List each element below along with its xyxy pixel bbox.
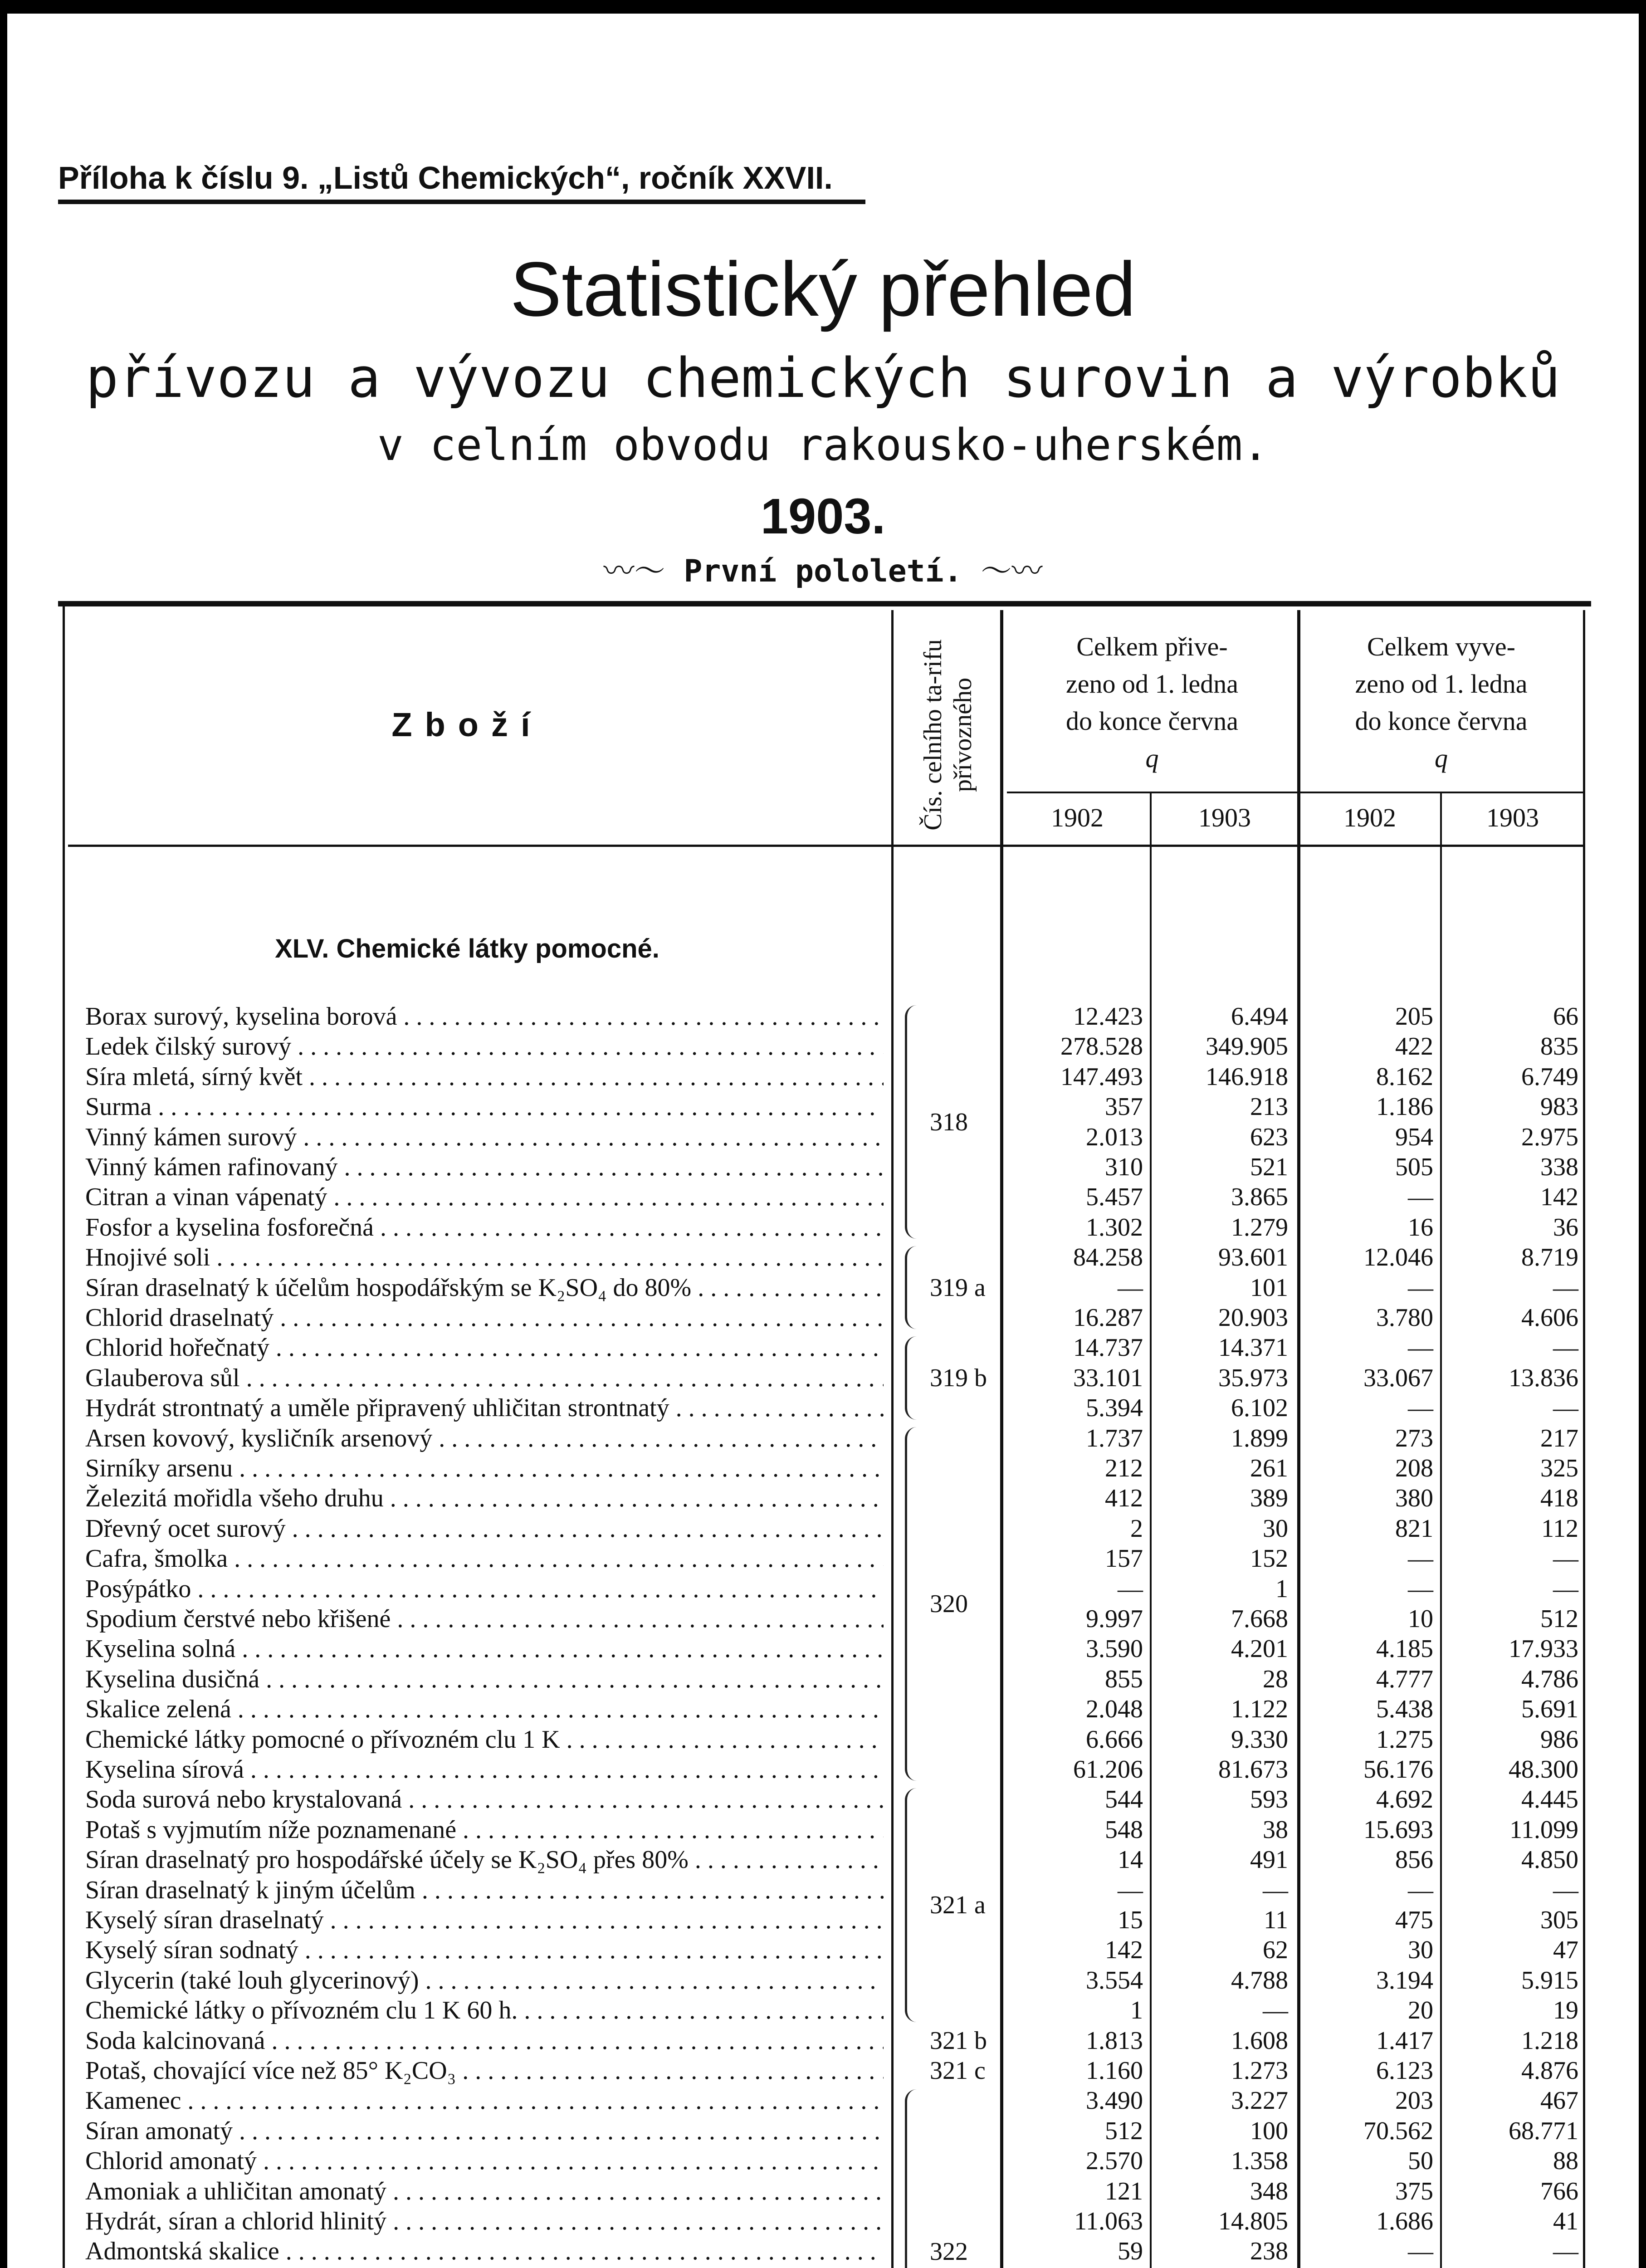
import-1902-cell: 310 bbox=[1105, 1153, 1143, 1181]
table-row bbox=[0, 1815, 1646, 1845]
import-1902-cell: 59 bbox=[1118, 2237, 1143, 2266]
import-1902-cell: 1.737 bbox=[1086, 1424, 1143, 1452]
import-1903-cell: 238 bbox=[1250, 2237, 1288, 2266]
export-1903-cell: 8.719 bbox=[1521, 1243, 1578, 1272]
tariff-header bbox=[889, 617, 1007, 853]
table-row bbox=[0, 2146, 1646, 2176]
export-1902-cell: — bbox=[1408, 1876, 1433, 1904]
import-1903-cell: 1.273 bbox=[1231, 2057, 1288, 2085]
goods-name-cell: Fosfor a kyselina fosforečná . . . bbox=[85, 1212, 884, 1242]
journal-header: Příloha k číslu 9. „Listů Chemických“, ročník XXVII. bbox=[58, 160, 833, 196]
export-1903-cell: 467 bbox=[1540, 2087, 1578, 2115]
export-1903-cell: 11.099 bbox=[1509, 1815, 1578, 1844]
export-1903-cell: 6.749 bbox=[1521, 1062, 1578, 1091]
table-row bbox=[0, 1725, 1646, 1755]
import-1902-cell: 84.258 bbox=[1073, 1243, 1143, 1272]
import-1903-cell: 152 bbox=[1250, 1545, 1288, 1573]
import-1902-cell: 6.666 bbox=[1086, 1725, 1143, 1754]
import-1903-cell: 101 bbox=[1250, 1273, 1288, 1302]
export-1903-cell: 142 bbox=[1540, 1183, 1578, 1212]
goods-name-cell: Posýpátko . . . bbox=[85, 1574, 884, 1604]
import-1903-cell: 81.673 bbox=[1218, 1755, 1288, 1784]
goods-name-cell: Chlorid amonatý . . . bbox=[85, 2146, 884, 2176]
tariff-number: 320 bbox=[930, 1590, 968, 1618]
export-1902-cell: 4.692 bbox=[1376, 1785, 1433, 1814]
export-1903-cell: 68.771 bbox=[1509, 2116, 1578, 2145]
goods-name-cell: Hnojivé soli . . . bbox=[85, 1242, 884, 1272]
import-1903-cell: 1.279 bbox=[1231, 1213, 1288, 1242]
export-1903-cell: 4.786 bbox=[1521, 1665, 1578, 1693]
table-row bbox=[0, 1423, 1646, 1453]
import-1902-cell: 11.063 bbox=[1074, 2207, 1143, 2235]
export-1902-cell: 475 bbox=[1395, 1906, 1433, 1934]
goods-name-cell: Glauberova sůl . . . bbox=[85, 1363, 884, 1393]
import-1902-cell: 548 bbox=[1105, 1815, 1143, 1844]
goods-name-cell: Chlorid draselnatý . . . bbox=[85, 1303, 884, 1333]
export-1902-cell: 1.186 bbox=[1376, 1093, 1433, 1121]
export-1902-cell: 3.194 bbox=[1376, 1966, 1433, 1994]
goods-name-cell: Sirníky arsenu . . . bbox=[85, 1453, 884, 1483]
import-1903-cell: 4.788 bbox=[1231, 1966, 1288, 1994]
import-1903-cell: 93.601 bbox=[1218, 1243, 1288, 1272]
import-1902-cell: 147.493 bbox=[1060, 1062, 1143, 1091]
import-1902-cell: 15 bbox=[1118, 1906, 1143, 1934]
tariff-number: 322 bbox=[930, 2237, 968, 2266]
export-1903-cell: 36 bbox=[1553, 1213, 1578, 1242]
tariff-brace bbox=[905, 1788, 921, 2022]
goods-name-cell: Síran amonatý . . . bbox=[85, 2116, 884, 2146]
scan-edge-top bbox=[0, 0, 1646, 14]
export-1902-cell: 12.046 bbox=[1363, 1243, 1433, 1272]
goods-name-cell: Amoniak a uhličitan amonatý . . . bbox=[85, 2176, 884, 2206]
import-1903-cell: 7.668 bbox=[1231, 1605, 1288, 1633]
export-1902-cell: — bbox=[1408, 1183, 1433, 1212]
export-1902-cell: 15.693 bbox=[1363, 1815, 1433, 1844]
import-1903-cell: 213 bbox=[1250, 1093, 1288, 1121]
goods-name-cell: Kyselina sírová . . . bbox=[85, 1755, 884, 1784]
export-1903-cell: 4.850 bbox=[1521, 1846, 1578, 1874]
import-1903-cell: 593 bbox=[1250, 1785, 1288, 1814]
import-1902-cell: — bbox=[1118, 1574, 1143, 1603]
export-1903-cell: 4.876 bbox=[1521, 2057, 1578, 2085]
import-1903-cell: 623 bbox=[1250, 1123, 1288, 1151]
export-1903-cell: — bbox=[1553, 1273, 1578, 1302]
period-line bbox=[0, 547, 1646, 591]
import-1902-cell: 121 bbox=[1105, 2177, 1143, 2205]
goods-name-cell: Hydrát, síran a chlorid hlinitý . . . bbox=[85, 2206, 884, 2236]
page-title: Statistický přehled bbox=[510, 246, 1136, 332]
import-1903-cell: 348 bbox=[1250, 2177, 1288, 2205]
export-1902-cell: — bbox=[1408, 1273, 1433, 1302]
export-unit: q bbox=[1435, 743, 1448, 773]
export-1903-cell: 338 bbox=[1540, 1153, 1578, 1181]
import-1902-cell: 33.101 bbox=[1073, 1364, 1143, 1392]
export-1903-cell: 2.975 bbox=[1521, 1123, 1578, 1151]
export-1903-cell: 418 bbox=[1540, 1484, 1578, 1513]
goods-name-cell: Cafra, šmolka . . . bbox=[85, 1544, 884, 1574]
import-1903-cell: 6.102 bbox=[1231, 1394, 1288, 1422]
table-row bbox=[0, 1152, 1646, 1182]
table-row bbox=[0, 1694, 1646, 1724]
goods-name-cell: Soda kalcinovaná . . . bbox=[85, 2026, 884, 2056]
import-1903-cell: 6.494 bbox=[1231, 1002, 1288, 1031]
export-1902-cell: — bbox=[1408, 1394, 1433, 1422]
page-subtitle: přívozu a vývozu chemických surovin a výrobků bbox=[85, 347, 1561, 410]
tariff-number: 319 a bbox=[930, 1273, 986, 1302]
export-1903-cell: 88 bbox=[1553, 2147, 1578, 2175]
import-1902-cell: 2.013 bbox=[1086, 1123, 1143, 1151]
import-1903-cell: — bbox=[1263, 1996, 1288, 2025]
import-1902-cell: 544 bbox=[1105, 1785, 1143, 1814]
export-header-line: Celkem vyve- bbox=[1367, 632, 1515, 661]
table-row bbox=[0, 1002, 1646, 1031]
table-row bbox=[0, 1604, 1646, 1634]
table-row bbox=[0, 2026, 1646, 2056]
import-unit: q bbox=[1145, 743, 1159, 773]
tariff-number: 321 c bbox=[930, 2057, 986, 2085]
export-1902-cell: 1.417 bbox=[1376, 2026, 1433, 2055]
table-top-rule bbox=[58, 601, 1591, 606]
table-row bbox=[0, 2176, 1646, 2206]
table-row bbox=[0, 1965, 1646, 1995]
export-header-line: zeno od 1. ledna bbox=[1355, 669, 1528, 699]
goods-name-cell: Síran draselnatý k jiným účelům . . . bbox=[85, 1875, 884, 1905]
tariff-brace bbox=[905, 1246, 921, 1329]
export-1903-cell: 983 bbox=[1540, 1093, 1578, 1121]
table-row bbox=[0, 1212, 1646, 1242]
section-title: XLV. Chemické látky pomocné. bbox=[275, 934, 659, 963]
export-1902-cell: 1.686 bbox=[1376, 2207, 1433, 2235]
export-header-line: do konce června bbox=[1355, 706, 1528, 736]
export-1902-cell: 6.123 bbox=[1376, 2057, 1433, 2085]
table-row bbox=[0, 1755, 1646, 1784]
export-1902-cell: 3.780 bbox=[1376, 1304, 1433, 1332]
table-row bbox=[0, 1514, 1646, 1544]
import-1902-cell: 1.813 bbox=[1086, 2026, 1143, 2055]
export-1902-cell: 856 bbox=[1395, 1846, 1433, 1874]
export-1902-cell: 5.438 bbox=[1376, 1695, 1433, 1724]
goods-name-cell: Citran a vinan vápenatý . . . bbox=[85, 1182, 884, 1212]
import-1903-cell: 3.865 bbox=[1231, 1183, 1288, 1212]
table-row bbox=[0, 1303, 1646, 1333]
goods-header: Zboží bbox=[391, 706, 543, 743]
goods-name-cell: Ledek čilský surový . . . bbox=[85, 1031, 884, 1061]
import-1903-cell: 491 bbox=[1250, 1846, 1288, 1874]
goods-name-cell: Hydrát strontnatý a uměle připravený uhličitan strontnatý . . . bbox=[85, 1393, 884, 1423]
import-1902-cell: 3.554 bbox=[1086, 1966, 1143, 1994]
import-1902-cell: 855 bbox=[1105, 1665, 1143, 1693]
export-1902-cell: 273 bbox=[1395, 1424, 1433, 1452]
year-rule bbox=[1007, 792, 1583, 793]
export-1903-cell: 4.606 bbox=[1521, 1304, 1578, 1332]
table-row bbox=[0, 2236, 1646, 2266]
import-1902-cell: 12.423 bbox=[1073, 1002, 1143, 1031]
export-1902-cell: 50 bbox=[1408, 2147, 1433, 2175]
import-1902-cell: 357 bbox=[1105, 1093, 1143, 1121]
goods-name-cell: Vinný kámen rafinovaný . . . bbox=[85, 1152, 884, 1182]
goods-name-cell: Borax surový, kyselina borová . . . bbox=[85, 1002, 884, 1031]
import-1902-cell: 412 bbox=[1105, 1484, 1143, 1513]
tariff-number: 319 b bbox=[930, 1364, 987, 1392]
import-1902-cell: 142 bbox=[1105, 1936, 1143, 1965]
export-1902-cell: 203 bbox=[1395, 2087, 1433, 2115]
import-1902-cell: 512 bbox=[1105, 2116, 1143, 2145]
table-header-rule bbox=[68, 845, 1583, 847]
import-1903-cell: 1.608 bbox=[1231, 2026, 1288, 2055]
goods-name-cell: Glycerin (také louh glycerinový) . . . bbox=[85, 1965, 884, 1995]
export-1902-cell: 8.162 bbox=[1376, 1062, 1433, 1091]
export-1902-cell: 422 bbox=[1395, 1032, 1433, 1061]
table-row bbox=[0, 1453, 1646, 1483]
export-1903-cell: 5.691 bbox=[1521, 1695, 1578, 1724]
table-row bbox=[0, 1273, 1646, 1303]
import-header-line: zeno od 1. ledna bbox=[1065, 669, 1239, 699]
export-1902-cell: 505 bbox=[1395, 1153, 1433, 1181]
export-1902-cell: 208 bbox=[1395, 1454, 1433, 1482]
import-1903-cell: 261 bbox=[1250, 1454, 1288, 1482]
year-header-import-1902: 1902 bbox=[1051, 803, 1104, 832]
export-1902-cell: 30 bbox=[1408, 1936, 1433, 1965]
table-row bbox=[0, 1664, 1646, 1694]
export-1902-cell: — bbox=[1408, 1545, 1433, 1573]
import-1903-cell: 28 bbox=[1263, 1665, 1288, 1693]
goods-name-cell: Vinný kámen surový . . . bbox=[85, 1122, 884, 1152]
table-row bbox=[0, 1393, 1646, 1423]
ornament-left-icon: 〰︎〜 bbox=[603, 553, 684, 589]
table-row bbox=[0, 2086, 1646, 2116]
goods-name-cell: Chemické látky o přívozném clu 1 K 60 h. . . . bbox=[85, 1995, 884, 2025]
export-1902-cell: — bbox=[1408, 1334, 1433, 1362]
table-row bbox=[0, 1574, 1646, 1604]
table-row bbox=[0, 1182, 1646, 1212]
import-1903-cell: 389 bbox=[1250, 1484, 1288, 1513]
header-underline bbox=[58, 200, 865, 204]
export-1903-cell: 1.218 bbox=[1521, 2026, 1578, 2055]
export-1903-cell: 4.445 bbox=[1521, 1785, 1578, 1814]
import-1903-cell: 62 bbox=[1263, 1936, 1288, 1965]
import-1903-cell: 20.903 bbox=[1218, 1304, 1288, 1332]
export-1902-cell: 20 bbox=[1408, 1996, 1433, 2025]
import-1902-cell: 3.590 bbox=[1086, 1635, 1143, 1663]
import-1903-cell: 14.371 bbox=[1218, 1334, 1288, 1362]
export-1903-cell: 305 bbox=[1540, 1906, 1578, 1934]
table-row bbox=[0, 1935, 1646, 1965]
import-header-line: Celkem přive- bbox=[1076, 632, 1228, 661]
import-1902-cell: 2.048 bbox=[1086, 1695, 1143, 1724]
import-1902-cell: 14.737 bbox=[1073, 1334, 1143, 1362]
table-row bbox=[0, 1634, 1646, 1664]
table-row bbox=[0, 2206, 1646, 2236]
export-1903-cell: — bbox=[1553, 1334, 1578, 1362]
import-1903-cell: 30 bbox=[1263, 1514, 1288, 1543]
goods-name-cell: Síra mletá, sírný květ . . . bbox=[85, 1062, 884, 1092]
import-1902-cell: 278.528 bbox=[1060, 1032, 1143, 1061]
goods-name-cell: Potaš s vyjmutím níže poznamenané . . . bbox=[85, 1815, 884, 1845]
export-1903-cell: — bbox=[1553, 1545, 1578, 1573]
tariff-brace bbox=[905, 1427, 921, 1781]
export-1903-cell: 986 bbox=[1540, 1725, 1578, 1754]
import-1902-cell: 9.997 bbox=[1086, 1605, 1143, 1633]
export-1903-cell: — bbox=[1553, 2237, 1578, 2266]
table-row bbox=[0, 1905, 1646, 1935]
table-row bbox=[0, 1544, 1646, 1574]
export-1902-cell: 821 bbox=[1395, 1514, 1433, 1543]
export-1902-cell: 70.562 bbox=[1363, 2116, 1433, 2145]
table-row bbox=[0, 1845, 1646, 1875]
goods-name-cell: Spodium čerstvé nebo křišené . . . bbox=[85, 1604, 884, 1634]
import-header-line: do konce června bbox=[1065, 706, 1239, 736]
import-1903-cell: 4.201 bbox=[1231, 1635, 1288, 1663]
export-1903-cell: — bbox=[1553, 1876, 1578, 1904]
import-1902-cell: 2 bbox=[1130, 1514, 1143, 1543]
goods-name-cell: Kyselý síran sodnatý . . . bbox=[85, 1935, 884, 1965]
export-1902-cell: — bbox=[1408, 2237, 1433, 2266]
export-1903-cell: 835 bbox=[1540, 1032, 1578, 1061]
tariff-brace bbox=[905, 1005, 921, 1239]
tariff-number: 321 b bbox=[930, 2026, 987, 2055]
goods-name-cell: Admontská skalice . . . bbox=[85, 2236, 884, 2266]
import-1903-cell: 35.973 bbox=[1218, 1364, 1288, 1392]
export-1902-cell: 4.185 bbox=[1376, 1635, 1433, 1663]
import-1902-cell: 5.394 bbox=[1086, 1394, 1143, 1422]
goods-name-cell: Kyselina solná . . . bbox=[85, 1634, 884, 1664]
export-1902-cell: 33.067 bbox=[1363, 1364, 1433, 1392]
import-1903-cell: 521 bbox=[1250, 1153, 1288, 1181]
table-row bbox=[0, 1092, 1646, 1122]
export-1902-cell: 56.176 bbox=[1363, 1755, 1433, 1784]
import-1902-cell: 2.570 bbox=[1086, 2147, 1143, 2175]
export-1902-cell: 205 bbox=[1395, 1002, 1433, 1031]
export-1903-cell: 5.915 bbox=[1521, 1966, 1578, 1994]
export-1902-cell: — bbox=[1408, 1574, 1433, 1603]
import-header bbox=[1007, 628, 1297, 777]
table-row bbox=[0, 1122, 1646, 1152]
goods-name-cell: Arsen kovový, kysličník arsenový . . . bbox=[85, 1423, 884, 1453]
goods-name-cell: Kyselina dusičná . . . bbox=[85, 1664, 884, 1694]
import-1903-cell: 146.918 bbox=[1206, 1062, 1288, 1091]
import-1902-cell: 212 bbox=[1105, 1454, 1143, 1482]
import-1902-cell: 61.206 bbox=[1073, 1755, 1143, 1784]
import-1903-cell: 11 bbox=[1264, 1906, 1288, 1934]
export-1903-cell: 66 bbox=[1553, 1002, 1578, 1031]
goods-name-cell: Kyselý síran draselnatý . . . bbox=[85, 1905, 884, 1935]
import-1903-cell: 14.805 bbox=[1218, 2207, 1288, 2235]
import-1903-cell: 1.122 bbox=[1231, 1695, 1288, 1724]
period-label: První pololetí. bbox=[684, 553, 962, 589]
import-1903-cell: 1.899 bbox=[1231, 1424, 1288, 1452]
export-1902-cell: 1.275 bbox=[1376, 1725, 1433, 1754]
year-header-export-1902: 1902 bbox=[1343, 803, 1396, 832]
goods-name-cell: Soda surová nebo krystalovaná . . . bbox=[85, 1784, 884, 1814]
goods-name-cell: Surma . . . bbox=[85, 1092, 884, 1122]
ornament-right-icon: 〜〰︎ bbox=[981, 553, 1043, 589]
import-1903-cell: 349.905 bbox=[1206, 1032, 1288, 1061]
export-1903-cell: 19 bbox=[1553, 1996, 1578, 2025]
goods-name-cell: Potaš, chovající více než 85° K₂CO₃ . . . bbox=[85, 2056, 884, 2086]
tariff-brace bbox=[905, 1336, 921, 1419]
table-row bbox=[0, 1483, 1646, 1513]
import-1902-cell: 1 bbox=[1130, 1996, 1143, 2025]
export-header bbox=[1299, 628, 1583, 777]
export-1902-cell: 954 bbox=[1395, 1123, 1433, 1151]
import-1902-cell: 5.457 bbox=[1086, 1183, 1143, 1212]
goods-name-cell: Kamenec . . . bbox=[85, 2086, 884, 2116]
year-header-import-1903: 1903 bbox=[1198, 803, 1251, 832]
tariff-header-text: Čís. celního ta-rifu přívozného bbox=[919, 639, 977, 831]
export-1903-cell: 41 bbox=[1553, 2207, 1578, 2235]
region-line: v celním obvodu rakousko-uherském. bbox=[377, 420, 1269, 470]
export-1903-cell: 766 bbox=[1540, 2177, 1578, 2205]
year: 1903. bbox=[760, 489, 886, 544]
import-1903-cell: 1 bbox=[1275, 1574, 1288, 1603]
table-row bbox=[0, 1242, 1646, 1272]
export-1902-cell: 16 bbox=[1408, 1213, 1433, 1242]
import-1902-cell: 16.287 bbox=[1073, 1304, 1143, 1332]
export-1903-cell: 325 bbox=[1540, 1454, 1578, 1482]
goods-name-cell: Síran draselnatý pro hospodářské účely se K₂SO₄ přes 80% . . . bbox=[85, 1845, 884, 1875]
import-1903-cell: — bbox=[1263, 1876, 1288, 1904]
table-row bbox=[0, 1062, 1646, 1092]
table-row bbox=[0, 2116, 1646, 2146]
table-row bbox=[0, 1333, 1646, 1363]
goods-name-cell: Chemické látky pomocné o přívozném clu 1 K . . . bbox=[85, 1725, 884, 1755]
tariff-number: 321 a bbox=[930, 1891, 986, 1919]
export-1903-cell: 13.836 bbox=[1509, 1364, 1578, 1392]
export-1903-cell: 217 bbox=[1540, 1424, 1578, 1452]
import-1902-cell: 1.160 bbox=[1086, 2057, 1143, 2085]
goods-name-cell: Síran draselnatý k účelům hospodářským se K₂SO₄ do 80% . . . bbox=[85, 1273, 884, 1303]
import-1903-cell: 38 bbox=[1263, 1815, 1288, 1844]
year-header-export-1903: 1903 bbox=[1486, 803, 1539, 832]
table-row bbox=[0, 1784, 1646, 1814]
import-1902-cell: 14 bbox=[1118, 1846, 1143, 1874]
goods-name-cell: Železitá mořidla všeho druhu . . . bbox=[85, 1483, 884, 1513]
export-1902-cell: 380 bbox=[1395, 1484, 1433, 1513]
import-1903-cell: 9.330 bbox=[1231, 1725, 1288, 1754]
export-1903-cell: 48.300 bbox=[1509, 1755, 1578, 1784]
tariff-number: 318 bbox=[930, 1108, 968, 1136]
import-1902-cell: 3.490 bbox=[1086, 2087, 1143, 2115]
table-row bbox=[0, 1995, 1646, 2025]
export-1903-cell: 112 bbox=[1541, 1514, 1578, 1543]
table-row bbox=[0, 1875, 1646, 1905]
table-row bbox=[0, 2056, 1646, 2086]
import-1902-cell: 1.302 bbox=[1086, 1213, 1143, 1242]
import-1903-cell: 100 bbox=[1250, 2116, 1288, 2145]
goods-name-cell: Skalice zelená . . . bbox=[85, 1694, 884, 1724]
export-1903-cell: 47 bbox=[1553, 1936, 1578, 1965]
import-1903-cell: 1.358 bbox=[1231, 2147, 1288, 2175]
tariff-brace bbox=[905, 2089, 921, 2268]
export-1902-cell: 4.777 bbox=[1376, 1665, 1433, 1693]
goods-name-cell: Chlorid hořečnatý . . . bbox=[85, 1333, 884, 1363]
table-row bbox=[0, 1363, 1646, 1393]
export-1903-cell: — bbox=[1553, 1574, 1578, 1603]
export-1903-cell: 512 bbox=[1540, 1605, 1578, 1633]
export-1902-cell: 10 bbox=[1408, 1605, 1433, 1633]
goods-name-cell: Dřevný ocet surový . . . bbox=[85, 1514, 884, 1544]
export-1902-cell: 375 bbox=[1395, 2177, 1433, 2205]
export-1903-cell: 17.933 bbox=[1509, 1635, 1578, 1663]
table-row bbox=[0, 1031, 1646, 1061]
import-1903-cell: 3.227 bbox=[1231, 2087, 1288, 2115]
export-1903-cell: — bbox=[1553, 1394, 1578, 1422]
import-1902-cell: — bbox=[1118, 1876, 1143, 1904]
import-1902-cell: — bbox=[1118, 1273, 1143, 1302]
import-1902-cell: 157 bbox=[1105, 1545, 1143, 1573]
